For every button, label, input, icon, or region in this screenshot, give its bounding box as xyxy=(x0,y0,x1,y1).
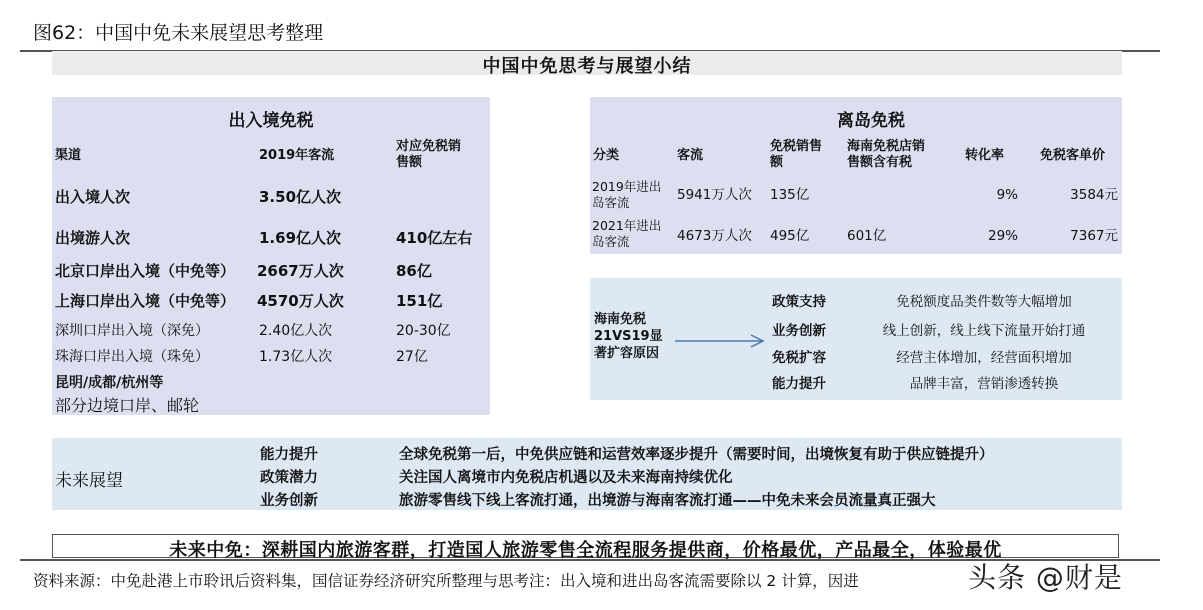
reasons-label-line1: 海南免税 xyxy=(594,312,647,327)
header-hainan-line1: 海南免税店销 xyxy=(847,139,926,154)
reason-key: 政策支持 xyxy=(772,294,826,310)
row-channel: 出境游人次 xyxy=(55,229,131,247)
slogan-text: 未来中免：深耕国内旅游客群，打造国人旅游零售全流程服务提供商，价格最优，产品最全，体验最优 xyxy=(169,540,1002,561)
row-sales: 495亿 xyxy=(770,228,810,244)
row-hainan-sales: 601亿 xyxy=(847,228,887,244)
header-sales-line2: 额 xyxy=(770,155,784,170)
header-traffic-2019: 2019年客流 xyxy=(259,148,335,163)
header-sales-line2: 售额 xyxy=(396,155,423,170)
outlook-item xyxy=(52,466,1122,488)
reason-item xyxy=(590,346,1122,366)
row-conversion: 29% xyxy=(987,228,1018,244)
row-traffic: 5941万人次 xyxy=(677,187,752,203)
outlook-value: 全球免税第一后，中免供应链和运营效率逐步提升（需要时间，出境恢复有助于供应链提升） xyxy=(399,447,994,463)
header-hainan-sales xyxy=(847,139,925,171)
source-note: 资料来源：中免赴港上市聆讯后资料集，国信证券经济研究所整理与思考注：出入境和进出岛客流需要除以 2 计算，因进 xyxy=(33,572,859,590)
reason-key: 能力提升 xyxy=(772,376,826,392)
future-outlook-panel xyxy=(52,438,1122,510)
slogan-box xyxy=(52,534,1119,561)
offshore-panel-title: 离岛免税 xyxy=(837,111,905,131)
future-outlook-label: 未来展望 xyxy=(55,471,123,491)
outlook-key: 业务创新 xyxy=(260,493,318,509)
row-sales: 410亿左右 xyxy=(396,229,473,247)
reasons-label-line3: 著扩容原因 xyxy=(594,346,660,361)
reason-value: 线上创新，线上线下流量开始打通 xyxy=(882,323,1086,339)
row-category-line1: 2021年进出 xyxy=(592,218,662,233)
outbound-dutyfree-panel xyxy=(52,97,490,415)
header-traffic: 客流 xyxy=(677,148,704,163)
reason-key: 免税扩容 xyxy=(772,350,826,366)
header-category: 分类 xyxy=(593,148,620,163)
reason-item xyxy=(590,319,1122,339)
reason-item xyxy=(590,372,1122,392)
reason-item xyxy=(590,290,1122,310)
row-category-line1: 2019年进出 xyxy=(592,179,662,194)
outlook-value: 关注国人离境市内免税店机遇以及未来海南持续优化 xyxy=(399,470,733,486)
header-hainan-line2: 售额含有税 xyxy=(847,155,913,170)
header-unit-price: 免税客单价 xyxy=(1040,148,1106,163)
row-category xyxy=(592,179,661,211)
watermark: 头条 @财是 xyxy=(968,561,1123,594)
reason-value: 品牌丰富，营销渗透转换 xyxy=(909,376,1059,392)
header-channel: 渠道 xyxy=(55,148,82,163)
row-category xyxy=(592,218,661,250)
outbound-panel-title: 出入境免税 xyxy=(228,111,314,131)
reasons-label-line2: 21VS19显 xyxy=(594,329,663,344)
row-channel: 珠海口岸出入境（珠免） xyxy=(55,349,209,365)
outlook-key: 政策潜力 xyxy=(260,470,318,486)
header-conversion: 转化率 xyxy=(965,148,1005,163)
row-traffic: 4570万人次 xyxy=(257,292,344,310)
row-channel: 上海口岸出入境（中免等） xyxy=(55,292,236,310)
summary-banner xyxy=(52,51,1122,75)
offshore-dutyfree-panel xyxy=(590,97,1122,254)
row-traffic: 2667万人次 xyxy=(257,262,344,280)
hainan-expansion-reasons-panel xyxy=(590,278,1122,400)
row-channel: 出入境人次 xyxy=(55,188,131,206)
header-sales-line1: 免税销售 xyxy=(770,139,823,154)
header-sales-line1: 对应免税销 xyxy=(396,139,462,154)
outlook-value: 旅游零售线下线上客流打通，出境游与海南客流打通——中免未来会员流量真正强大 xyxy=(399,493,936,509)
reason-value: 免税额度品类件数等大幅增加 xyxy=(896,294,1072,310)
reason-key: 业务创新 xyxy=(772,323,826,339)
row-sales: 27亿 xyxy=(396,349,428,365)
row-traffic: 1.69亿人次 xyxy=(259,229,342,247)
row-channel: 北京口岸出入境（中免等） xyxy=(55,262,236,280)
row-unit-price: 3584元 xyxy=(1070,187,1118,203)
banner-title: 中国中免思考与展望小结 xyxy=(482,56,692,77)
row-channel: 部分边境口岸、邮轮 xyxy=(55,396,200,415)
row-sales: 86亿 xyxy=(396,262,432,280)
row-category-line2: 岛客流 xyxy=(592,195,630,210)
row-channel: 昆明/成都/杭州等 xyxy=(55,375,164,391)
figure-title: 图62：中国中免未来展望思考整理 xyxy=(33,22,324,44)
row-category-line2: 岛客流 xyxy=(592,234,630,249)
outlook-item xyxy=(52,489,1122,511)
row-sales: 20-30亿 xyxy=(396,323,451,339)
row-traffic: 4673万人次 xyxy=(677,228,752,244)
outlook-key: 能力提升 xyxy=(260,447,318,463)
header-sales xyxy=(396,139,461,171)
row-conversion: 9% xyxy=(996,187,1018,203)
reason-value: 经营主体增加，经营面积增加 xyxy=(896,350,1072,366)
row-sales: 151亿 xyxy=(396,292,443,310)
row-traffic: 2.40亿人次 xyxy=(259,323,333,339)
row-traffic: 3.50亿人次 xyxy=(259,188,342,206)
outlook-item xyxy=(52,443,1122,465)
row-sales: 135亿 xyxy=(770,187,810,203)
row-unit-price: 7367元 xyxy=(1070,228,1118,244)
row-traffic: 1.73亿人次 xyxy=(259,349,333,365)
row-channel: 深圳口岸出入境（深免） xyxy=(55,323,209,339)
header-sales xyxy=(770,139,822,171)
